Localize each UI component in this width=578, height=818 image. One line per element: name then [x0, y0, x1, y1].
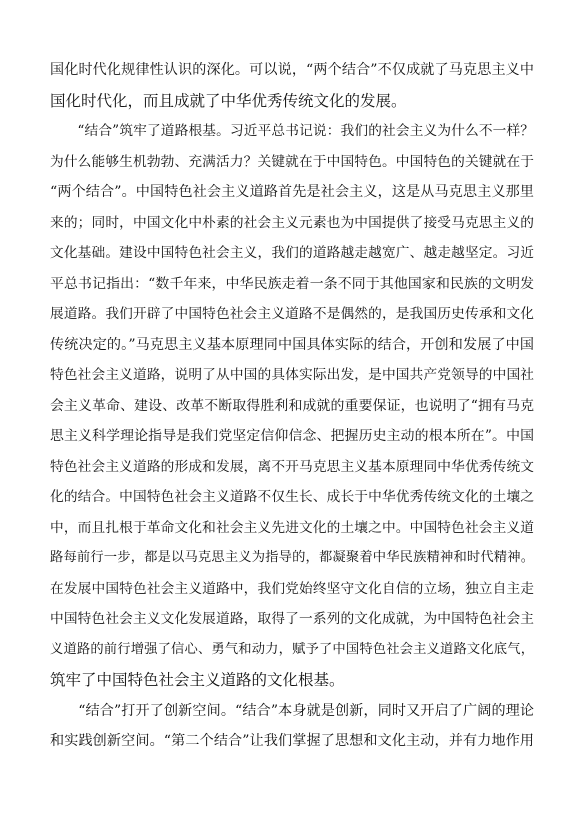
text-line: 特色社会主义道路的形成和发展，离不开马克思主义基本原理同中华优秀传统文: [50, 458, 534, 475]
text-line: 会主义革命、建设、改革不断取得胜利和成就的重要保证，也说明了“拥有马克: [50, 397, 534, 414]
text-line: 义道路的前行增强了信心、勇气和动力，赋予了中国特色社会主义道路文化底气，: [50, 641, 534, 657]
text-line: 在发展中国特色社会主义道路中，我们党始终坚守文化自信的立场，独立自主走: [50, 580, 534, 597]
text-line: 中国特色社会主义文化发展道路，取得了一系列的文化成就，为中国特色社会主: [50, 611, 534, 627]
text-line: 国化时代化规律性认识的深化。可以说，“两个结合”不仅成就了马克思主义中: [50, 62, 534, 78]
text-line: 展道路。我们开辟了中国特色社会主义道路不是偶然的，是我国历史传承和文化: [50, 306, 534, 322]
text-line: 筑牢了中国特色社会主义道路的文化根基。: [50, 671, 345, 689]
text-line: “结合”打开了创新空间。“结合”本身就是创新，同时又开启了广阔的理论: [78, 702, 534, 719]
text-line: 特色社会主义道路，说明了从中国的具体实际出发，是中国共产党领导的中国社: [50, 367, 534, 383]
text-line: 思主义科学理论指导是我们党坚定信仰信念、把握历史主动的根本所在”。中国: [50, 428, 534, 444]
text-line: “两个结合”。中国特色社会主义道路首先是社会主义，这是从马克思主义那里: [50, 184, 534, 200]
text-line: 为什么能够生机勃勃、充满活力？关键就在于中国特色。中国特色的关键就在于: [50, 153, 534, 170]
text-line: 传统决定的。”马克思主义基本原理同中国具体实际的结合，开创和发展了中国: [50, 336, 534, 353]
text-line: 化的结合。中国特色社会主义道路不仅生长、成长于中华优秀传统文化的土壤之: [50, 489, 534, 505]
text-line: 来的；同时，中国文化中朴素的社会主义元素也为中国提供了接受马克思主义的: [50, 214, 534, 231]
text-line: 中，而且扎根于革命文化和社会主义先进文化的土壤之中。中国特色社会主义道: [50, 519, 534, 536]
text-line: 路每前行一步，都是以马克思主义为指导的，都凝聚着中华民族精神和时代精神。: [50, 550, 534, 565]
text-line: 文化基础。建设中国特色社会主义，我们的道路越走越宽广、越走越坚定。习近: [50, 245, 534, 261]
text-line: 平总书记指出：“数千年来，中华民族走着一条不同于其他国家和民族的文明发: [50, 275, 534, 292]
text-line: 国化时代化，而且成就了中华优秀传统文化的发展。: [50, 91, 407, 110]
document-page: [50, 55, 534, 757]
text-line: “结合”筑牢了道路根基。习近平总书记说：我们的社会主义为什么不一样？: [77, 123, 534, 139]
text-line: 和实践创新空间。“第二个结合”让我们掌握了思想和文化主动，并有力地作用: [50, 733, 534, 749]
